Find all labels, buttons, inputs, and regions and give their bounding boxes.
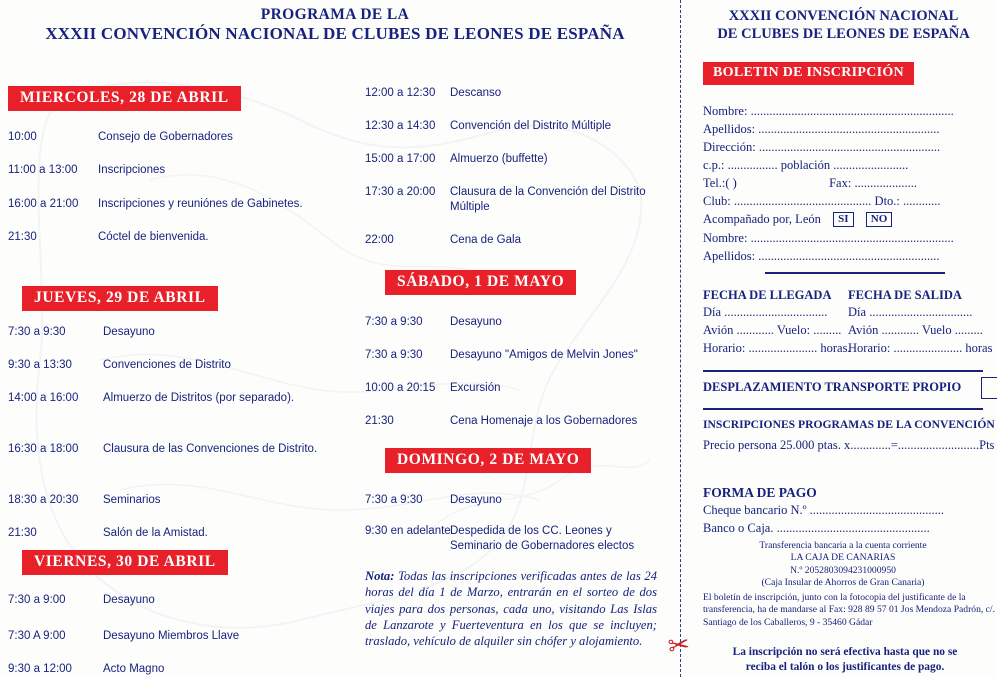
field-apellidos-label: Apellidos:	[703, 122, 756, 136]
schedule-time: 17:30 a 20:00	[365, 186, 436, 198]
payment-cheque-dots: ...........................................	[809, 503, 944, 517]
arrival-horario-unit: horas.	[820, 341, 851, 355]
schedule-desc: Desayuno	[103, 594, 155, 606]
schedule-time: 12:30 a 14:30	[365, 120, 436, 132]
schedule-desc: Inscripciones	[98, 164, 166, 176]
field-cp-dots: ................ población	[727, 158, 831, 172]
schedule-desc: Cena de Gala	[450, 234, 521, 246]
arrival-horario-label: Horario:	[703, 341, 746, 355]
field-acompanado-nombre[interactable]	[703, 231, 954, 246]
departure-horario-unit: horas	[965, 341, 993, 355]
section-divider	[765, 272, 945, 274]
departure-dia-label: Día	[848, 305, 867, 319]
schedule-desc: Inscripciones y reuniónes de Gabinetes.	[98, 198, 303, 210]
departure-avion[interactable]	[848, 323, 983, 338]
payment-cheque[interactable]	[703, 503, 944, 518]
field-cp-label: c.p.:	[703, 158, 725, 172]
schedule-desc: Desayuno	[450, 316, 502, 328]
schedule-time: 7:30 a 9:30	[365, 316, 423, 328]
schedule-desc: Excursión	[450, 382, 501, 394]
departure-avion-label: Avión	[848, 323, 879, 337]
day-header-wednesday: MIERCOLES, 28 DE ABRIL	[8, 86, 241, 111]
schedule-time: 12:00 a 12:30	[365, 87, 436, 99]
field-tel-dots: )	[732, 176, 737, 190]
program-title-line2: XXXII CONVENCIÓN NACIONAL DE CLUBES DE LEONES DE ESPAÑA	[45, 24, 625, 44]
arrival-dia[interactable]	[703, 305, 827, 320]
payment-title: FORMA DE PAGO	[703, 485, 817, 500]
field-acompanado-nombre-label: Nombre:	[703, 231, 748, 245]
field-fax-label: Fax:	[829, 176, 852, 190]
bank-line-2: LA CAJA DE CANARIAS	[790, 552, 896, 564]
section-divider	[703, 370, 983, 372]
schedule-desc: Almuerzo (buffette)	[450, 153, 548, 165]
fax-instructions: El boletín de inscripción, junto con la fotocopia del justificante de la transferencia, ha de mandarse al Fax: 928 89 57 01 Jos Mendoza Padrón, c/. Santiago de los Caballeros, 9 - 35460 Gádar	[703, 592, 995, 628]
arrival-horario-dots: ......................	[748, 341, 818, 355]
field-cp-poblacion[interactable]	[703, 158, 908, 173]
schedule-desc: Desayuno	[103, 326, 155, 338]
arrival-title: FECHA DE LLEGADA	[703, 288, 832, 302]
field-club-label: Club:	[703, 194, 731, 208]
arrival-avion-dots: ............	[736, 323, 774, 337]
day-header-thursday: JUEVES, 29 DE ABRIL	[22, 286, 218, 311]
schedule-time: 21:30	[8, 527, 37, 539]
schedule-time: 18:30 a 20:30	[8, 494, 79, 506]
schedule-desc: Cóctel de bienvenida.	[98, 231, 209, 243]
field-acompanado[interactable]	[703, 212, 892, 227]
payment-cheque-label: Cheque bancario N.º	[703, 503, 807, 517]
fold-line	[680, 0, 681, 677]
field-apellidos-dots: ..........................................................	[758, 122, 940, 136]
program-note-label: Nota:	[365, 569, 395, 583]
schedule-desc: Convenciones de Distrito	[103, 359, 231, 371]
departure-horario-dots: ......................	[893, 341, 963, 355]
schedule-desc: Convención del Distrito Múltiple	[450, 120, 612, 132]
arrival-dia-dots: .................................	[724, 305, 828, 319]
field-direccion-label: Dirección:	[703, 140, 756, 154]
departure-vuelo-label: Vuelo	[921, 323, 952, 337]
schedule-desc: Clausura de las Convenciones de Distrito.	[103, 443, 318, 455]
bank-line-4: (Caja Insular de Ahorros de Gran Canaria)	[761, 577, 925, 589]
arrival-vuelo-label: Vuelo:	[776, 323, 811, 337]
field-acompanado-apellidos[interactable]	[703, 249, 939, 264]
field-dto-label: Dto.:	[874, 194, 900, 208]
field-direccion-dots: ..........................................................	[758, 140, 941, 154]
payment-banco-label: Banco o Caja.	[703, 521, 774, 535]
schedule-time: 9:30 en adelante	[365, 525, 451, 537]
form-banner: BOLETIN DE INSCRIPCIÓN	[703, 62, 914, 85]
arrival-vuelo-dots: .........	[813, 323, 842, 337]
schedule-desc: Almuerzo de Distritos (por separado).	[103, 392, 295, 404]
payment-banco[interactable]	[703, 521, 930, 536]
schedule-desc: Acto Magno	[103, 663, 165, 675]
schedule-time: 11:00 a 13:00	[8, 164, 78, 176]
price-line[interactable]: Precio persona 25.000 ptas. x.............=..........................Pts	[703, 438, 995, 452]
departure-avion-dots: ............	[881, 323, 919, 337]
schedule-time: 9:30 a 13:30	[8, 359, 72, 371]
form-title-line2: DE CLUBES DE LEONES DE ESPAÑA	[717, 26, 970, 43]
day-header-friday: VIERNES, 30 DE ABRIL	[22, 550, 228, 575]
schedule-desc: Desayuno "Amigos de Melvin Jones"	[450, 349, 638, 361]
arrival-horario[interactable]	[703, 341, 851, 356]
final-note-line1: La inscripción no será efectiva hasta que no se	[732, 646, 958, 658]
schedule-desc: Salón de la Amistad.	[103, 527, 208, 539]
bank-line-3: N.º 2052803094231000950	[790, 564, 896, 576]
day-header-saturday: SÁBADO, 1 DE MAYO	[385, 270, 576, 295]
checkbox-si[interactable]: SI	[833, 212, 853, 227]
schedule-desc: Clausura de la Convención del Distrito Múltiple	[450, 186, 646, 214]
schedule-time: 7:30 A 9:00	[8, 630, 66, 642]
bank-details	[703, 540, 983, 590]
section-divider	[703, 408, 983, 410]
field-dto-dots: ............	[903, 194, 941, 208]
inscriptions-title: INSCRIPCIONES PROGRAMAS DE LA CONVENCIÓN	[703, 418, 995, 431]
schedule-time: 10:00 a 20:15	[365, 382, 436, 394]
schedule-desc: Consejo de Gobernadores	[98, 131, 233, 143]
arrival-avion[interactable]	[703, 323, 841, 338]
schedule-time: 14:00 a 16:00	[8, 392, 79, 404]
field-acompanado-apellidos-dots: ..........................................................	[758, 249, 940, 263]
program-note-text: Todas las inscripciones verificadas antes de las 24 horas del día 1 de Marzo, entrarán en el sorteo de dos viajes para dos personas, cada uno, visitando Las Islas de Lanzarote y Fuerteventura en los que se incluyen; traslado, vehículo de alquiler sin chófer y alojamiento.	[365, 569, 657, 649]
bank-line-1: Transferencia bancaria a la cuenta corriente	[759, 540, 927, 551]
final-note-line2: reciba el talón o los justificantes de pago.	[745, 661, 945, 674]
form-title	[690, 7, 997, 43]
program-note	[365, 568, 657, 650]
departure-horario-label: Horario:	[848, 341, 891, 355]
departure-vuelo-dots: .........	[954, 323, 983, 337]
program-title	[10, 6, 660, 44]
arrival-avion-label: Avión	[703, 323, 734, 337]
field-nombre-label: Nombre:	[703, 104, 748, 118]
schedule-time: 7:30 a 9:30	[365, 349, 423, 361]
field-direccion[interactable]	[703, 140, 940, 155]
schedule-time: 7:30 a 9:30	[365, 494, 423, 506]
field-acompanado-nombre-dots: .................................................................	[750, 231, 954, 245]
departure-title: FECHA DE SALIDA	[848, 288, 962, 302]
checkbox-transport[interactable]	[981, 377, 997, 399]
field-fax-dots: ....................	[854, 176, 917, 190]
field-tel-label: Tel.:(	[703, 176, 730, 190]
registration-form	[690, 0, 997, 677]
schedule-time: 15:00 a 17:00	[365, 153, 436, 165]
transport-label: DESPLAZAMIENTO TRANSPORTE PROPIO	[703, 380, 962, 394]
payment-banco-dots: .................................................	[776, 521, 930, 535]
schedule-time: 7:30 a 9:30	[8, 326, 66, 338]
field-acompanado-apellidos-label: Apellidos:	[703, 249, 756, 263]
schedule-time: 16:30 a 18:00	[8, 443, 79, 455]
field-club-dots: ............................................	[733, 194, 872, 208]
schedule-time: 9:30 a 12:00	[8, 663, 72, 675]
day-header-sunday: DOMINGO, 2 DE MAYO	[385, 448, 591, 473]
schedule-desc: Cena Homenaje a los Gobernadores	[450, 415, 638, 427]
field-apellidos[interactable]	[703, 122, 939, 137]
schedule-time: 10:00	[8, 131, 37, 143]
field-poblacion-dots: ........................	[833, 158, 909, 172]
schedule-desc: Seminarios	[103, 494, 161, 506]
schedule-desc: Desayuno Miembros Llave	[103, 630, 240, 642]
arrival-dia-label: Día	[703, 305, 722, 319]
field-nombre[interactable]	[703, 104, 954, 119]
form-title-line1: XXXII CONVENCIÓN NACIONAL	[728, 8, 959, 24]
program-title-line1: PROGRAMA DE LA	[260, 6, 410, 23]
schedule-time: 7:30 a 9:00	[8, 594, 66, 606]
schedule-desc: Desayuno	[450, 494, 502, 506]
departure-horario[interactable]	[848, 341, 992, 356]
field-telefono[interactable]	[703, 176, 917, 191]
checkbox-no[interactable]: NO	[866, 212, 893, 227]
scissors-icon: ✂	[665, 628, 692, 662]
final-note	[698, 645, 992, 675]
schedule-time: 21:30	[8, 231, 37, 243]
schedule-desc: Despedida de los CC. Leones y Seminario de Gobernadores electos	[450, 525, 635, 553]
schedule-time: 22:00	[365, 234, 394, 246]
departure-dia-dots: .................................	[869, 305, 973, 319]
field-club[interactable]	[703, 194, 941, 209]
field-nombre-dots: .................................................................	[750, 104, 954, 118]
schedule-desc: Descanso	[450, 87, 502, 99]
field-acompanado-label: Acompañado por, León	[703, 212, 821, 226]
departure-dia[interactable]	[848, 305, 972, 320]
schedule-time: 16:00 a 21:00	[8, 198, 79, 210]
schedule-time: 21:30	[365, 415, 394, 427]
